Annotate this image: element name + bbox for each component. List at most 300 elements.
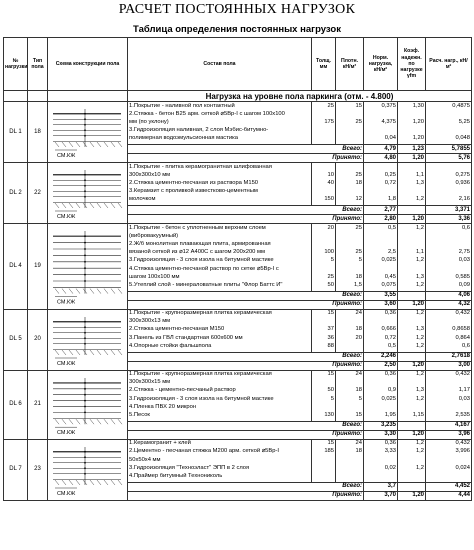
value-k: 1,15 (412, 411, 424, 418)
hatch-line (90, 289, 94, 294)
value-c: 0,432 (455, 371, 470, 377)
value-c (427, 127, 470, 135)
value-n: 0,72 (384, 334, 396, 341)
value-d (337, 404, 362, 412)
load-row (4, 163, 472, 206)
layer-text: 2.Стяжка цементно-песчаная из раствора М150 (129, 180, 259, 186)
value-t: 20 (327, 224, 334, 231)
col-d (336, 163, 364, 206)
accepted-coef: 1,20 (398, 361, 426, 370)
value-c (427, 188, 470, 196)
value-n: 1,95 (384, 411, 396, 418)
header-num: № нагрузки (4, 38, 28, 91)
value-t: 25 (327, 102, 334, 109)
layer-list (128, 439, 312, 482)
value-c: 3,996 (455, 448, 470, 455)
value-d: 25 (355, 171, 362, 178)
value-n: 0,45 (384, 273, 396, 280)
loads-table (3, 37, 472, 501)
value-t: 37 (327, 326, 334, 333)
hatch-line (104, 289, 108, 294)
layer-text: 300х300х15 мм (129, 379, 171, 386)
total-label: Всего: (128, 291, 364, 300)
layer-text: 2.Стяжка - цементно-песчаный раствор (129, 387, 236, 394)
leader-dot (84, 337, 86, 339)
col-d (336, 224, 364, 292)
value-t: 100 (324, 249, 334, 256)
value-k: 1,2 (415, 395, 424, 402)
scheme-ref-label: СМ.КЖ (57, 360, 76, 367)
layer-text: 4.Праймер битумный Технониколь (129, 472, 223, 479)
value-n (365, 241, 396, 249)
value-k (399, 164, 424, 172)
col-c (426, 370, 472, 421)
hatch-line (76, 480, 80, 485)
value-k (399, 127, 424, 135)
total-label: Всего: (128, 206, 364, 215)
value-k: 1,30 (412, 102, 424, 109)
value-t (313, 241, 334, 249)
value-n: 1,8 (387, 196, 396, 203)
leader-dot (84, 326, 86, 328)
value-c (427, 233, 470, 241)
col-k (398, 163, 426, 206)
hatch-line (62, 350, 66, 355)
hatch-line (55, 480, 59, 485)
value-d: 15 (355, 102, 362, 109)
leader-dot (84, 280, 86, 282)
col-t (312, 102, 336, 145)
leader-dot (84, 393, 86, 395)
hatch-line (104, 203, 108, 208)
value-n: 3,33 (384, 448, 396, 455)
layer-text: вязаной сеткой из ⌀12 А400С с шагом 200х200 мм (129, 249, 265, 256)
total-coef (398, 206, 426, 215)
value-d: 15 (355, 411, 362, 418)
leader-dot (84, 190, 86, 192)
value-n: 0,5 (387, 224, 396, 231)
value-n: 0,25 (384, 171, 396, 178)
value-n (365, 473, 396, 481)
total-coef: 1,23 (398, 145, 426, 154)
col-c (426, 309, 472, 352)
value-d (337, 164, 362, 172)
value-n: 0,72 (384, 180, 396, 186)
value-d: 25 (355, 249, 362, 256)
floor-scheme (48, 439, 128, 500)
floor-scheme-drawing (49, 441, 125, 498)
leader-dot (84, 461, 86, 463)
leader-dot (84, 456, 86, 458)
value-t: 36 (327, 334, 334, 341)
value-c: 2,75 (458, 249, 470, 256)
accepted-norm: 3,60 (364, 300, 398, 309)
value-t (313, 233, 334, 241)
value-t: 5 (330, 395, 334, 402)
accepted-coef: 1,20 (398, 154, 426, 163)
load-row (4, 309, 472, 352)
leader-dot (84, 179, 86, 181)
hatch-line (111, 289, 115, 294)
value-c (427, 318, 470, 326)
header-type: Тип пола (28, 38, 48, 91)
section-row (4, 91, 472, 102)
value-k: 1,2 (415, 440, 424, 447)
value-c: 0,432 (455, 440, 470, 447)
leader-dot (84, 130, 86, 132)
hatch-line (69, 142, 73, 147)
value-d (337, 465, 362, 473)
value-t: 130 (324, 411, 334, 418)
layer-text: 1.Покрытие - бетон с уплотненным верхним слоем (129, 224, 266, 231)
scheme-ref-label: СМ.КЖ (57, 214, 76, 221)
total-coef (398, 421, 426, 430)
value-t: 40 (327, 180, 334, 186)
layer-text: 3.Керамзит с проливкой известково-цементным (129, 188, 258, 195)
value-d (337, 473, 362, 481)
hatch-line (104, 419, 108, 424)
value-d (337, 318, 362, 326)
value-d: 18 (355, 180, 362, 186)
value-c: 0,275 (455, 171, 470, 178)
value-d (337, 266, 362, 274)
value-t: 15 (327, 371, 334, 377)
col-t (312, 370, 336, 421)
hatch-line (104, 350, 108, 355)
value-t: 15 (327, 440, 334, 447)
total-label: Всего: (128, 145, 364, 154)
hatch-line (111, 480, 115, 485)
value-c (427, 266, 470, 274)
total-norm: 3,55 (364, 291, 398, 300)
value-n: 0,36 (384, 310, 396, 317)
load-row (4, 102, 472, 145)
value-n: 0,025 (381, 395, 396, 402)
leader-dot (84, 320, 86, 322)
accepted-coef: 1,20 (398, 215, 426, 224)
value-n: 0,36 (384, 371, 396, 377)
value-d (337, 457, 362, 465)
scheme-ref-label: СМ.КЖ (57, 490, 76, 497)
layer-list (128, 163, 312, 206)
accepted-calc: 4,44 (426, 491, 472, 500)
leader-dot (84, 467, 86, 469)
value-n: 0,375 (381, 102, 396, 109)
layer-text: 1.Покрытие - крупноразмерная плитка керамическая (129, 310, 272, 317)
hatch-line (118, 350, 122, 355)
accepted-calc: 3,00 (426, 361, 472, 370)
value-c: 0,09 (458, 281, 470, 288)
value-t (313, 473, 334, 481)
leader-dot (84, 135, 86, 137)
floor-scheme (48, 370, 128, 439)
col-t (312, 224, 336, 292)
value-n: 0,666 (381, 326, 396, 333)
hatch-line (111, 142, 115, 147)
value-t (313, 457, 334, 465)
layer-list (128, 309, 312, 352)
total-norm: 2,246 (364, 352, 398, 361)
layer-text: молочком (129, 196, 156, 203)
layer-text: (вибровакуумный) (129, 232, 179, 239)
value-k (399, 457, 424, 465)
load-row (4, 224, 472, 292)
col-c (426, 439, 472, 482)
value-n: 4,375 (381, 119, 396, 126)
hatch-line (90, 203, 94, 208)
value-t (313, 188, 334, 196)
hatch-line (62, 142, 66, 147)
table-caption: Таблица определения постоянных нагрузок (133, 24, 341, 35)
value-t: 15 (327, 310, 334, 317)
header-scheme: Схема конструкции пола (48, 38, 128, 91)
value-t: 50 (327, 387, 334, 394)
floor-scheme (48, 224, 128, 310)
value-t: 175 (324, 119, 334, 126)
value-t (313, 127, 334, 135)
value-k (399, 188, 424, 196)
layer-text: 50х50х4 мм (129, 456, 161, 463)
layer-text: 2.Цементно - песчаная стяжка М200 арм. сеткой ⌀5Вр-I (129, 448, 280, 455)
header-thickness: Толщ. мм (312, 38, 336, 91)
value-k (399, 111, 424, 119)
value-d (337, 188, 362, 196)
value-k: 1,2 (415, 464, 424, 471)
leader-dot (84, 342, 86, 344)
value-c: 0,024 (455, 464, 470, 471)
value-c: 0,6 (461, 342, 470, 349)
load-id: DL 4 (4, 224, 28, 310)
load-id: DL 1 (4, 102, 28, 163)
hatch-line (97, 203, 101, 208)
hatch-line (69, 203, 73, 208)
value-t: 25 (327, 273, 334, 280)
hatch-line (69, 419, 73, 424)
hatch-line (111, 203, 115, 208)
layer-text: 1.Покрытие - крупноразмерная плитка керамическая (129, 371, 272, 377)
value-d: 25 (355, 119, 362, 126)
value-c (427, 457, 470, 465)
section-title: Нагрузка на уровне пола паркинга (отм. - 4.800) (128, 91, 472, 102)
leader-dot (84, 450, 86, 452)
total-label: Всего: (128, 352, 364, 361)
hatch-line (69, 480, 73, 485)
value-d (337, 111, 362, 119)
accepted-coef: 1,20 (398, 300, 426, 309)
layer-text: 2.Стяжка - бетон В25 арм. сеткой ⌀5Вр-I с шагом 100х100 (129, 110, 285, 117)
value-k: 1,2 (415, 281, 424, 288)
value-d: 25 (355, 224, 362, 231)
value-k: 1,20 (412, 119, 424, 126)
value-c: 0,048 (455, 135, 470, 142)
total-label: Всего: (128, 482, 364, 491)
hatch-line (76, 142, 80, 147)
hatch-line (62, 203, 66, 208)
accepted-norm: 2,50 (364, 361, 398, 370)
col-k (398, 370, 426, 421)
accepted-calc: 3,36 (426, 215, 472, 224)
hatch-line (55, 350, 59, 355)
layer-text: 1.Покрытие - плитка керамогранитная шлифованная (129, 163, 272, 170)
layer-text: 5.Песок (129, 411, 150, 418)
value-n (365, 404, 396, 412)
col-k (398, 309, 426, 352)
hatch-line (118, 289, 122, 294)
hatch-line (97, 350, 101, 355)
leader-dot (84, 411, 86, 413)
value-t (313, 318, 334, 326)
value-c: 0,864 (455, 334, 470, 341)
value-k (399, 473, 424, 481)
accepted-label: Принято: (128, 300, 364, 309)
value-c (427, 473, 470, 481)
floor-type: 23 (28, 439, 48, 500)
value-t: 88 (327, 342, 334, 349)
leader-dot (84, 472, 86, 474)
value-n: 0,5 (387, 342, 396, 349)
total-coef (398, 291, 426, 300)
col-t (312, 163, 336, 206)
value-d: 18 (355, 326, 362, 333)
value-k: 1,20 (412, 135, 424, 142)
value-t (313, 404, 334, 412)
col-n (364, 370, 398, 421)
value-d (337, 127, 362, 135)
value-k: 1,3 (415, 273, 424, 280)
layer-text: 2.Ж/б монолитная плавающая плита, армированная (129, 240, 271, 247)
leader-dot (84, 331, 86, 333)
hatch-line (55, 203, 59, 208)
hatch-line (62, 289, 66, 294)
value-d: 12 (355, 196, 362, 203)
value-k: 1,2 (415, 310, 424, 317)
floor-type: 18 (28, 102, 48, 163)
value-k (399, 318, 424, 326)
value-c: 2,535 (455, 411, 470, 418)
page-title: РАСЧЕТ ПОСТОЯННЫХ НАГРУЗОК (118, 2, 356, 17)
hatch-line (90, 419, 94, 424)
value-c (427, 111, 470, 119)
value-k (399, 266, 424, 274)
hatch-line (118, 142, 122, 147)
value-k: 1,3 (415, 326, 424, 333)
value-d: 18 (355, 273, 362, 280)
value-d: 5 (358, 395, 362, 402)
leader-dot (84, 248, 86, 250)
accepted-norm: 3,70 (364, 491, 398, 500)
layer-list (128, 224, 312, 292)
layer-text: 3.Гидроизоляция "Техноэласт" ЭПП в 2 слоя (129, 464, 250, 471)
value-d: 24 (355, 371, 362, 377)
floor-scheme (48, 309, 128, 370)
table-header-row (4, 38, 472, 91)
total-calc: 2,7618 (426, 352, 472, 361)
floor-scheme-drawing (49, 372, 125, 437)
total-calc: 3,371 (426, 206, 472, 215)
accepted-coef: 1,20 (398, 491, 426, 500)
value-c (427, 164, 470, 172)
col-n (364, 163, 398, 206)
value-k: 1,2 (415, 257, 424, 264)
value-n (365, 266, 396, 274)
layer-text: 1.Керамогранит + клей (129, 440, 191, 447)
header-norm: Норм. нагрузка, кН/м² (364, 38, 398, 91)
leader-dot (84, 267, 86, 269)
hatch-line (69, 289, 73, 294)
total-norm: 4,79 (364, 145, 398, 154)
total-coef (398, 352, 426, 361)
value-c: 0,03 (458, 257, 470, 264)
floor-type: 21 (28, 370, 48, 439)
value-c: 1,17 (458, 387, 470, 394)
layer-list (128, 370, 312, 421)
header-calc: Расч. нагр., кН/м² (426, 38, 472, 91)
layer-text: 3.Панель из ГВЛ стандартная 600х600 мм (129, 334, 243, 341)
accepted-label: Принято: (128, 154, 364, 163)
layer-text: 1.Покрытие - наливной пол контактный (129, 102, 235, 109)
layer-text: полимерная водоэмульсионная мастика (129, 135, 238, 142)
hatch-line (62, 480, 66, 485)
layer-text: шагом 100х100 мм (129, 273, 180, 280)
col-d (336, 370, 364, 421)
hatch-line (118, 419, 122, 424)
total-norm: 2,77 (364, 206, 398, 215)
accepted-label: Принято: (128, 361, 364, 370)
accepted-norm: 3,30 (364, 430, 398, 439)
hatch-line (97, 419, 101, 424)
value-c (427, 379, 470, 387)
hatch-line (90, 142, 94, 147)
value-c: 0,432 (455, 310, 470, 317)
leader-dot (84, 185, 86, 187)
scheme-ref-label: СМ.КЖ (57, 299, 76, 306)
value-k: 1,3 (415, 180, 424, 186)
header-coef: Коэф. надежн. по нагрузке γfm (398, 38, 426, 91)
value-t (313, 164, 334, 172)
leader-dot (84, 124, 86, 126)
value-d: 1,5 (353, 281, 362, 288)
value-t: 185 (324, 448, 334, 455)
value-k: 1,3 (415, 387, 424, 394)
layer-list (128, 102, 312, 145)
col-k (398, 439, 426, 482)
value-n: 0,025 (381, 257, 396, 264)
value-k (399, 233, 424, 241)
value-k: 1,2 (415, 448, 424, 455)
hatch-line (69, 350, 73, 355)
leader-dot (84, 235, 86, 237)
accepted-norm: 2,80 (364, 215, 398, 224)
value-k: 1,2 (415, 196, 424, 203)
col-d (336, 439, 364, 482)
value-t (313, 465, 334, 473)
col-n (364, 309, 398, 352)
leader-dot (84, 261, 86, 263)
leader-dot (84, 255, 86, 257)
value-d (337, 233, 362, 241)
accepted-calc: 4,32 (426, 300, 472, 309)
value-k: 1,2 (415, 371, 424, 377)
hatch-line (62, 419, 66, 424)
hatch-line (97, 142, 101, 147)
value-c: 5,25 (458, 119, 470, 126)
hatch-line (76, 289, 80, 294)
layer-text: 3.Гидроизоляция - 3 слоя изола на битумной мастике (129, 257, 274, 264)
value-t: 5 (330, 257, 334, 264)
value-c: 0,6 (461, 224, 470, 231)
floor-type: 19 (28, 224, 48, 310)
value-t (313, 111, 334, 119)
